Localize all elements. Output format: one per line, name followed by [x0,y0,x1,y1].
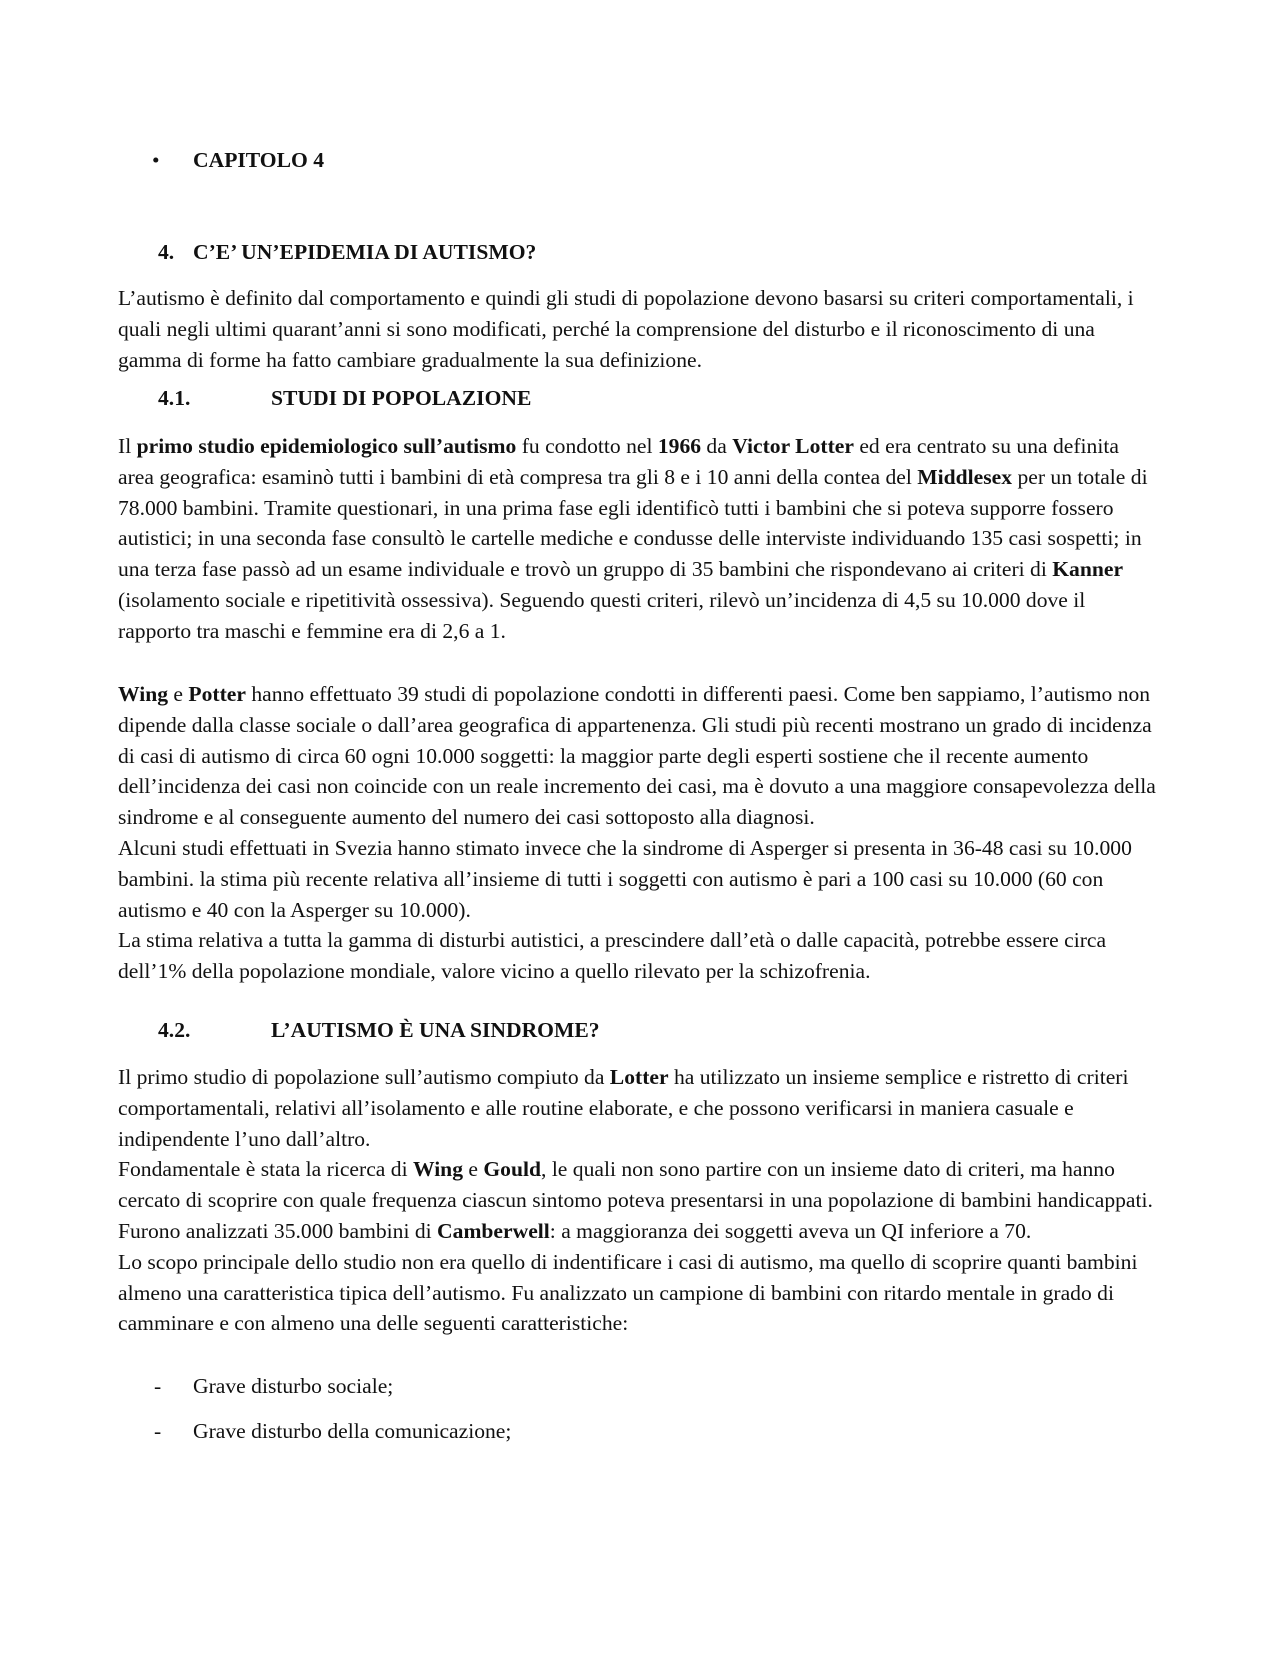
heading-4-number: 4. [158,240,175,264]
list-item-text: Grave disturbo sociale; [193,1374,394,1398]
wing-potter-line-3: La stima relativa a tutta la gamma di disturbi autistici, a prescindere dall’età o dalle capacità, potrebbe essere circa dell’1% della popolazione mondiale, valore vicino a quello rilevato per la schizofrenia. [118,928,1107,984]
heading-4-title: C’E’ UN’EPIDEMIA DI AUTISMO? [193,240,537,264]
heading-4-1-title: STUDI DI POPOLAZIONE [271,386,532,410]
list-item-text: Grave disturbo della comunicazione; [193,1419,512,1443]
bullet-icon: • [152,148,160,172]
sindrome-line-2: Fondamentale è stata la ricerca di Wing e Gould, le quali non sono partire con un insieme dato di criteri, ma hanno cercato di scoprire con quale frequenza ciascun sintomo poteva presentarsi in una popolazione di bambini handicappati. Furono analizzati 35.000 bambini di Camberwell: a maggioranza dei soggetti aveva un QI inferiore a 70. [118,1157,1153,1243]
wing-potter-line-1: Wing e Potter hanno effettuato 39 studi di popolazione condotti in differenti paesi. Come ben sappiamo, l’autismo non dipende dalla classe sociale o dall’area geografica di appartenenza. Gli studi più recenti mostrano un grado di incidenza di casi di autismo di circa 60 ogni 10.000 soggetti: la maggior parte degli esperti sostiene che il recente aumento dell’incidenza dei casi non coincide con un reale incremento dei casi, ma è dovuto a una maggiore consapevolezza della sindrome e al conseguente aumento del numero dei casi sottoposto alla diagnosi. [118,682,1156,830]
intro-paragraph: L’autismo è definito dal comportamento e quindi gli studi di popolazione devono basarsi su criteri comportamentali, i quali negli ultimi quarant’anni si sono modificati, perché la comprensione del disturbo e il riconoscimento di una gamma di forme ha fatto cambiare gradualmente la sua definizione. [118,286,1134,372]
lotter-paragraph: Il primo studio epidemiologico sull’autismo fu condotto nel 1966 da Victor Lotter ed era centrato su una definita area geografica: esaminò tutti i bambini di età compresa tra gli 8 e i 10 anni della contea del Middlesex per un totale di 78.000 bambini. Tramite questionari, in una prima fase egli identificò tutti i bambini che si poteva supporre fossero autistici; in una seconda fase consultò le cartelle mediche e condusse delle interviste individuando 135 casi sospetti; in una terza fase passò ad un esame individuale e trovò un gruppo di 35 bambini che rispondevano ai criteri di Kanner (isolamento sociale e ripetitività ossessiva). Seguendo questi criteri, rilevò un’incidenza di 4,5 su 10.000 dove il rapporto tra maschi e femmine era di 2,6 a 1. [118,434,1148,643]
sindrome-line-1: Il primo studio di popolazione sull’autismo compiuto da Lotter ha utilizzato un insieme semplice e ristretto di criteri comportamentali, relativi all’isolamento e alle routine elaborate, e che possono verificarsi in maniera casuale e indipendente l’uno dall’altro. [118,1065,1129,1151]
heading-4-2-title: L’AUTISMO È UNA SINDROME? [271,1018,600,1042]
dash-icon: - [154,1419,162,1443]
heading-4-1-number: 4.1. [158,386,191,410]
sindrome-line-3: Lo scopo principale dello studio non era quello di indentificare i casi di autismo, ma quello di scoprire quanti bambini almeno una caratteristica tipica dell’autismo. Fu analizzato un campione di bambini con ritardo mentale in grado di camminare e con almeno una delle seguenti caratteristiche: [118,1249,1138,1336]
wing-potter-paragraph [118,679,1160,987]
dash-icon: - [154,1374,162,1398]
sindrome-paragraph [118,1062,1160,1339]
wing-potter-line-2: Alcuni studi effettuati in Svezia hanno stimato invece che la sindrome di Asperger si presenta in 36-48 casi su 10.000 bambini. la stima più recente relativa all’insieme di tutti i soggetti con autismo è pari a 100 casi su 10.000 (60 con autismo e 40 con la Asperger su 10.000). [118,835,1132,922]
heading-4-2-number: 4.2. [158,1018,191,1042]
chapter-label: CAPITOLO 4 [193,148,324,172]
